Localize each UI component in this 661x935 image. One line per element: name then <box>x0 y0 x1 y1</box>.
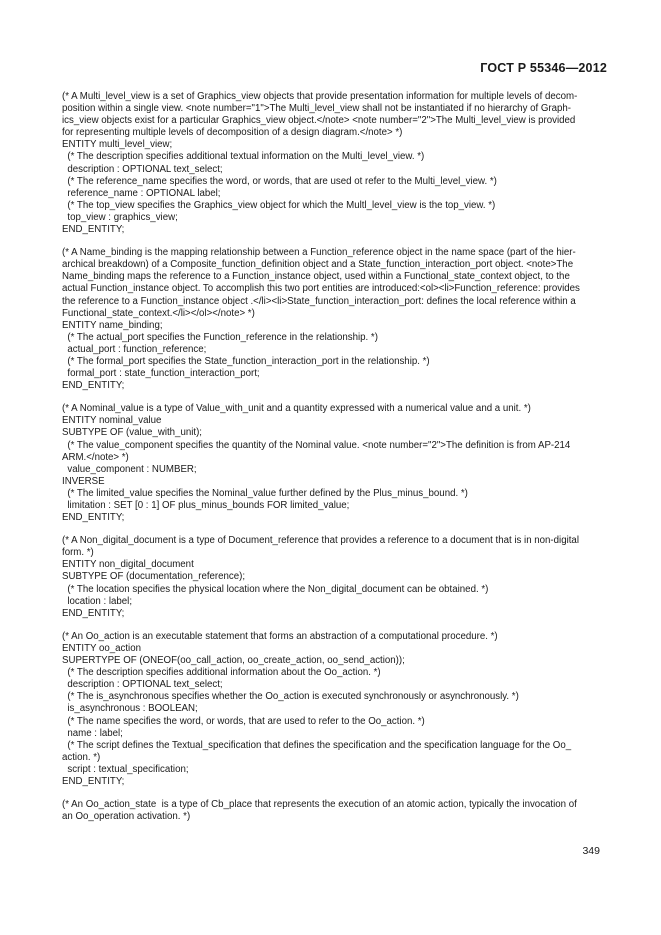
text-line: SUBTYPE OF (value_with_unit); <box>62 427 202 439</box>
text-line: (* The location specifies the physical location where the Non_digital_document can be obtained. *) <box>62 583 489 595</box>
text-line: an Oo_operation activation. *) <box>62 811 191 823</box>
text-line: actual Function_instance object. To accomplish this two port entities are introduced:<ol><li>Function_reference: provides <box>62 283 580 295</box>
text-line: limitation : SET [0 : 1] OF plus_minus_bounds FOR limited_value; <box>62 500 350 511</box>
text-line: (* The description specifies additional textual information on the Multi_level_view. *) <box>62 151 425 163</box>
text-line: (* The name specifies the word, or words, that are used to refer to the Oo_action. *) <box>62 715 425 727</box>
text-line: for representing multiple levels of decomposition of a design diagram.</note> *) <box>62 127 403 139</box>
text-line: (* A Name_binding is the mapping relationship between a Function_reference object in the name space (part of the hier- <box>62 247 576 259</box>
text-line: (* The actual_port specifies the Function_reference in the relationship. *) <box>62 331 378 343</box>
text-line: (* A Multi_level_view is a set of Graphics_view objects that provide presentation information for multiple levels of decom- <box>62 91 578 102</box>
text-line: (* The top_view specifies the Graphics_view object for which the Multl_level_view is the top_view. *) <box>62 199 496 211</box>
text-line: reference_name : OPTIONAL label; <box>62 187 221 199</box>
text-line: END_ENTITY; <box>62 607 125 619</box>
text-line: (* An Oo_action_state is a type of Cb_place that represents the execution of an atomic action, typically the invocation of <box>62 799 577 811</box>
text-line: ics_view objects exist for a particular Graphics_view object.</note> <note number="2">The Multi_level_view is provided <box>62 115 576 127</box>
text-line: ENTITY name_binding; <box>62 319 163 331</box>
entity-block <box>62 535 599 620</box>
text-line: (* A Nominal_value is a type of Value_with_unit and a quantity expressed with a numerical value and a unit. *) <box>62 403 531 415</box>
text-line: description : OPTIONAL text_select; <box>62 163 223 175</box>
text-line: form. *) <box>62 547 94 559</box>
text-line: (* The value_component specifies the quantity of the Nominal value. <note number="2">The definition is from AP-214 <box>62 439 571 451</box>
text-line: is_asynchronous : BOOLEAN; <box>62 703 198 715</box>
text-line: Name_binding maps the reference to a Function_instance object, used within a Functional_state_context object, to the <box>62 271 570 283</box>
text-line: ARM.</note> *) <box>62 451 129 463</box>
text-line: action. *) <box>62 751 101 763</box>
text-line: value_component : NUMBER; <box>62 463 197 475</box>
text-line: ENTITY non_digital_document <box>62 559 194 571</box>
text-line: END_ENTITY; <box>62 380 125 392</box>
text-line: (* The script defines the Textual_specification that defines the specification and the specification language for the Oo_ <box>62 739 572 751</box>
entity-block <box>62 799 599 823</box>
text-line: ENTITY nominal_value <box>62 415 162 427</box>
text-line: position within a single view. <note number="1">The Multi_level_view shall not be instantiated if no hierarchy of Graph- <box>62 103 572 115</box>
text-line: END_ENTITY; <box>62 775 125 787</box>
text-line: INVERSE <box>62 475 105 487</box>
text-line: (* The formal_port specifies the State_function_interaction_port in the relationship. *) <box>62 355 430 367</box>
text-line: (* An Oo_action is an executable statement that forms an abstraction of a computational procedure. *) <box>62 630 498 642</box>
entity-block <box>62 91 599 236</box>
entity-block <box>62 403 599 524</box>
text-line: location : label; <box>62 595 133 607</box>
text-line: (* The is_asynchronous specifies whether the Oo_action is executed synchronously or asynchronously. *) <box>62 691 519 703</box>
text-line: top_view : graphics_view; <box>62 211 178 223</box>
text-line: script : textual_specification; <box>62 763 189 775</box>
standard-header: ГОСТ Р 55346—2012 <box>480 61 607 75</box>
text-line: actual_port : function_reference; <box>62 343 207 355</box>
text-line: (* The reference_name specifies the word, or words, that are used ot refer to the Multi_level_view. *) <box>62 175 497 187</box>
text-line: (* The description specifies additional information about the Oo_action. *) <box>62 667 381 679</box>
entity-block <box>62 247 599 392</box>
text-line: SUPERTYPE OF (ONEOF(oo_call_action, oo_create_action, oo_send_action)); <box>62 655 405 667</box>
text-line: SUBTYPE OF (documentation_reference); <box>62 571 246 583</box>
text-line: Functional_state_context.</li></ol></note> *) <box>62 307 255 319</box>
text-line: (* A Non_digital_document is a type of Document_reference that provides a reference to a document that is in non-digital <box>62 535 579 547</box>
entity-block <box>62 631 599 788</box>
text-line: END_ENTITY; <box>62 224 125 236</box>
text-line: ENTITY multi_level_view; <box>62 139 173 151</box>
page-number: 349 <box>582 845 600 857</box>
document-body <box>62 91 599 834</box>
text-line: the reference to a Function_instance object .</li><li>State_function_interaction_port: defines the local reference within a <box>62 295 576 307</box>
text-line: archical breakdown) of a Composite_function_definition object and a State_function_interaction_port object. <note>The <box>62 259 574 271</box>
text-line: formal_port : state_function_interaction_port; <box>62 368 260 380</box>
text-line: (* The limited_value specifies the Nominal_value further defined by the Plus_minus_bound. *) <box>62 487 468 499</box>
text-line: END_ENTITY; <box>62 512 125 524</box>
text-line: ENTITY oo_action <box>62 642 141 654</box>
text-line: name : label; <box>62 727 123 739</box>
text-line: description : OPTIONAL text_select; <box>62 679 223 691</box>
